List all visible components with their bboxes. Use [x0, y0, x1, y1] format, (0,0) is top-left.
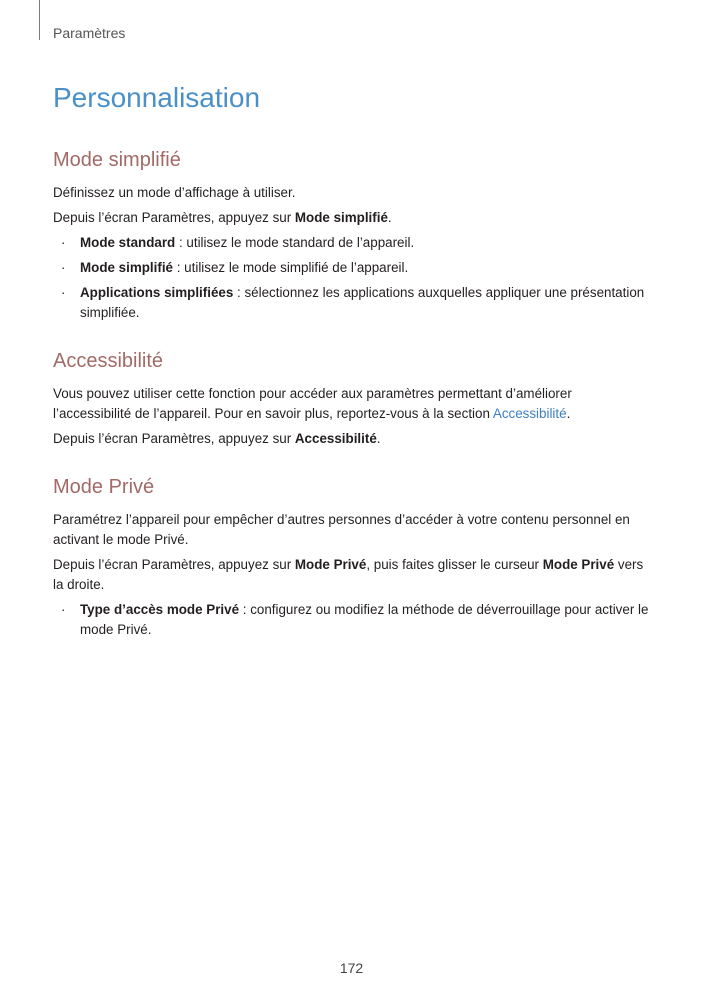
path-text: Depuis l’écran Paramètres, appuyez sur [53, 210, 295, 225]
intro-suffix: . [566, 406, 571, 421]
path-bold-term: Mode Privé [294, 557, 367, 572]
list-item [53, 258, 653, 278]
list-item-term: Applications simplifiées [80, 285, 234, 300]
mode-prive-options-list [53, 600, 653, 640]
section-heading-mode-prive: Mode Privé [53, 476, 155, 498]
accessibilite-intro [53, 384, 653, 424]
mode-prive-intro: Paramétrez l’appareil pour empêcher d’autres personnes d’accéder à votre contenu personnel en activant le mode Privé. [53, 512, 630, 547]
page-content [53, 78, 653, 645]
path-bold-term: Accessibilité [294, 431, 377, 446]
path-suffix: . [387, 210, 392, 225]
page-number: 172 [339, 960, 364, 976]
path-bold-term-2: Mode Privé [542, 557, 615, 572]
list-item-description: : configurez ou modifiez la méthode de déverrouillage pour activer le mode Privé. [80, 602, 649, 637]
section-heading-accessibilite: Accessibilité [53, 350, 164, 372]
path-text: Depuis l’écran Paramètres, appuyez sur [53, 557, 295, 572]
list-item-term: Mode simplifié [80, 260, 174, 275]
list-item-term: Type d’accès mode Privé [80, 602, 240, 617]
accessibilite-path [53, 429, 653, 449]
list-item [53, 283, 653, 323]
bullet-icon: · [61, 602, 66, 617]
list-item-description: : utilisez le mode standard de l’appareil. [175, 235, 415, 250]
margin-rule [39, 0, 40, 40]
list-item [53, 233, 653, 253]
intro-text: Vous pouvez utiliser cette fonction pour accéder aux paramètres permettant d’améliorer l’accessibilité de l’appareil. Pour en savoir plus, reportez-vous à la section [53, 386, 572, 421]
path-middle: , puis faites glisser le curseur [366, 557, 543, 572]
running-header: Paramètres [53, 25, 126, 41]
page-title: Personnalisation [53, 82, 261, 113]
list-item-description: : utilisez le mode simplifié de l’appareil. [173, 260, 409, 275]
accessibilite-cross-reference-link[interactable]: Accessibilité [492, 406, 567, 421]
path-text: Depuis l’écran Paramètres, appuyez sur [53, 431, 295, 446]
list-item-description: : sélectionnez les applications auxquelles appliquer une présentation simplifiée. [80, 285, 645, 320]
list-item [53, 600, 653, 640]
list-item-term: Mode standard [80, 235, 176, 250]
mode-simplifie-path [53, 208, 653, 228]
path-suffix: vers la droite. [53, 557, 644, 592]
mode-simplifie-intro: Définissez un mode d’affichage à utiliser. [53, 185, 296, 200]
section-heading-mode-simplifie: Mode simplifié [53, 149, 181, 171]
bullet-icon: · [61, 285, 66, 300]
path-suffix: . [376, 431, 381, 446]
mode-simplifie-options-list [53, 233, 653, 323]
mode-prive-path [53, 555, 653, 595]
path-bold-term: Mode simplifié [294, 210, 388, 225]
bullet-icon: · [61, 235, 66, 250]
bullet-icon: · [61, 260, 66, 275]
